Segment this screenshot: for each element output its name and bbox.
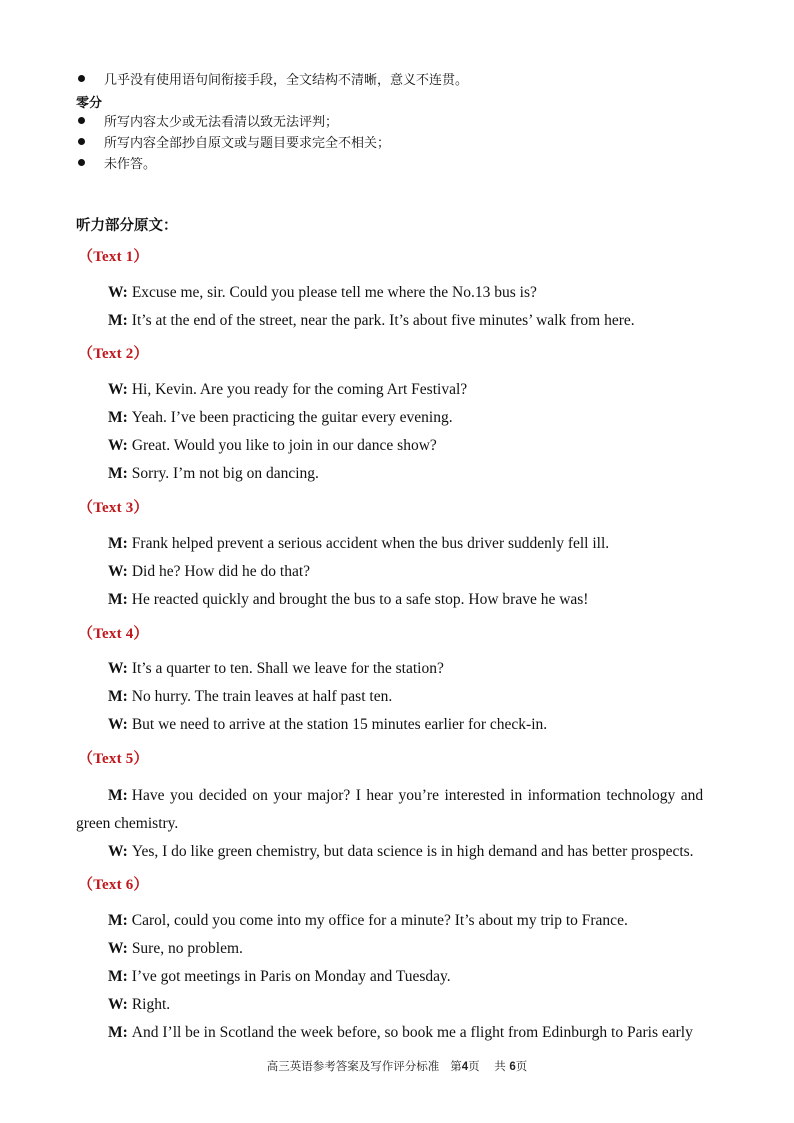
- speaker-label: W:: [108, 284, 128, 301]
- dialogue-line: [108, 940, 718, 958]
- line-text: Have you decided on your major? I hear you’re interested in information technology and: [131, 787, 704, 804]
- line-text: Sure, no problem.: [131, 940, 243, 957]
- footer-page-suffix: 页: [468, 1059, 480, 1073]
- speaker-label: M:: [108, 591, 128, 608]
- dialogue-line: [108, 437, 718, 455]
- line-text: Carol, could you come into my office for a minute? It’s about my trip to France.: [131, 912, 628, 929]
- speaker-label: M:: [108, 912, 128, 929]
- dialogue-line: [108, 716, 718, 734]
- speaker-label: W:: [108, 381, 128, 398]
- text-3-label: （Text 3）: [78, 500, 149, 516]
- line-text: Hi, Kevin. Are you ready for the coming Art Festival?: [131, 381, 468, 398]
- list-item: [78, 131, 390, 151]
- line-text: Yes, I do like green chemistry, but data science is in high demand and has better prospects.: [131, 843, 694, 860]
- speaker-label: M:: [108, 787, 128, 804]
- zero-score-heading: 零分: [76, 96, 103, 111]
- footer-total-suffix: 页: [515, 1059, 528, 1073]
- line-text: Excuse me, sir. Could you please tell me where the No.13 bus is?: [131, 284, 537, 301]
- dialogue-line: [108, 787, 718, 805]
- dialogue-line: [108, 465, 718, 483]
- line-text: No hurry. The train leaves at half past ten.: [131, 688, 393, 705]
- speaker-label: M:: [108, 465, 128, 482]
- line-text: Right.: [131, 996, 171, 1013]
- footer-total-prefix: 共: [494, 1059, 506, 1073]
- dialogue-line: [108, 688, 718, 706]
- dialogue-line: [108, 312, 718, 330]
- footer-total-pages: 6: [509, 1061, 516, 1073]
- dialogue-line: [108, 284, 718, 302]
- footer-doc-title: 高三英语参考答案及写作评分标准: [266, 1059, 440, 1073]
- line-text: Yeah. I’ve been practicing the guitar every evening.: [131, 409, 453, 426]
- bullet-icon: [78, 75, 85, 82]
- speaker-label: M:: [108, 535, 128, 552]
- dialogue-line: [108, 409, 718, 427]
- dialogue-line: [108, 968, 718, 986]
- bullet-text: 所写内容太少或无法看清以致无法评判；: [104, 114, 339, 130]
- line-text: He reacted quickly and brought the bus to a safe stop. How brave he was!: [131, 591, 589, 608]
- dialogue-line: [108, 660, 718, 678]
- speaker-label: M:: [108, 968, 128, 985]
- bullet-text: 所写内容全部抄自原文或与题目要求完全不相关；: [104, 135, 391, 151]
- speaker-label: W:: [108, 843, 128, 860]
- text-2-label: （Text 2）: [78, 346, 149, 362]
- list-item: [78, 110, 338, 130]
- list-item: [78, 68, 468, 88]
- line-text: Frank helped prevent a serious accident when the bus driver suddenly fell ill.: [131, 535, 610, 552]
- bullet-icon: [78, 159, 85, 166]
- dialogue-line: [108, 1024, 718, 1042]
- line-text: And I’ll be in Scotland the week before, so book me a flight from Edinburgh to Paris early: [131, 1024, 693, 1041]
- dialogue-line: [108, 591, 718, 609]
- dialogue-line-continuation: green chemistry.: [76, 815, 179, 832]
- section-title: 听力部分原文：: [76, 218, 178, 234]
- footer-page-prefix: 第: [450, 1059, 462, 1073]
- speaker-label: W:: [108, 996, 128, 1013]
- line-text: But we need to arrive at the station 15 minutes earlier for check-in.: [131, 716, 548, 733]
- speaker-label: M:: [108, 409, 128, 426]
- dialogue-line: [108, 535, 718, 553]
- text-5-label: （Text 5）: [78, 751, 149, 767]
- speaker-label: W:: [108, 716, 128, 733]
- line-text: It’s a quarter to ten. Shall we leave for the station?: [131, 660, 444, 677]
- bullet-text: 未作答。: [104, 156, 157, 172]
- dialogue-line: [108, 563, 718, 581]
- speaker-label: M:: [108, 688, 128, 705]
- list-item: [78, 152, 156, 172]
- dialogue-line: [108, 381, 718, 399]
- speaker-label: M:: [108, 312, 128, 329]
- dialogue-line: [108, 843, 718, 861]
- speaker-label: W:: [108, 940, 128, 957]
- bullet-icon: [78, 117, 85, 124]
- bullet-icon: [78, 138, 85, 145]
- speaker-label: W:: [108, 660, 128, 677]
- page-footer: [0, 1058, 794, 1074]
- bullet-text: 几乎没有使用语句间衔接手段，全文结构不清晰，意义不连贯。: [104, 72, 469, 88]
- text-1-label: （Text 1）: [78, 249, 149, 265]
- text-6-label: （Text 6）: [78, 877, 149, 893]
- dialogue-line: [108, 996, 718, 1014]
- line-text: Sorry. I’m not big on dancing.: [131, 465, 319, 482]
- line-text: I’ve got meetings in Paris on Monday and Tuesday.: [131, 968, 451, 985]
- text-4-label: （Text 4）: [78, 626, 149, 642]
- line-text: It’s at the end of the street, near the park. It’s about five minutes’ walk from here.: [131, 312, 635, 329]
- footer-page-number: 4: [461, 1061, 469, 1073]
- line-text: Great. Would you like to join in our dance show?: [131, 437, 437, 454]
- speaker-label: W:: [108, 437, 128, 454]
- dialogue-line: [108, 912, 718, 930]
- speaker-label: M:: [108, 1024, 128, 1041]
- line-text: Did he? How did he do that?: [131, 563, 311, 580]
- speaker-label: W:: [108, 563, 128, 580]
